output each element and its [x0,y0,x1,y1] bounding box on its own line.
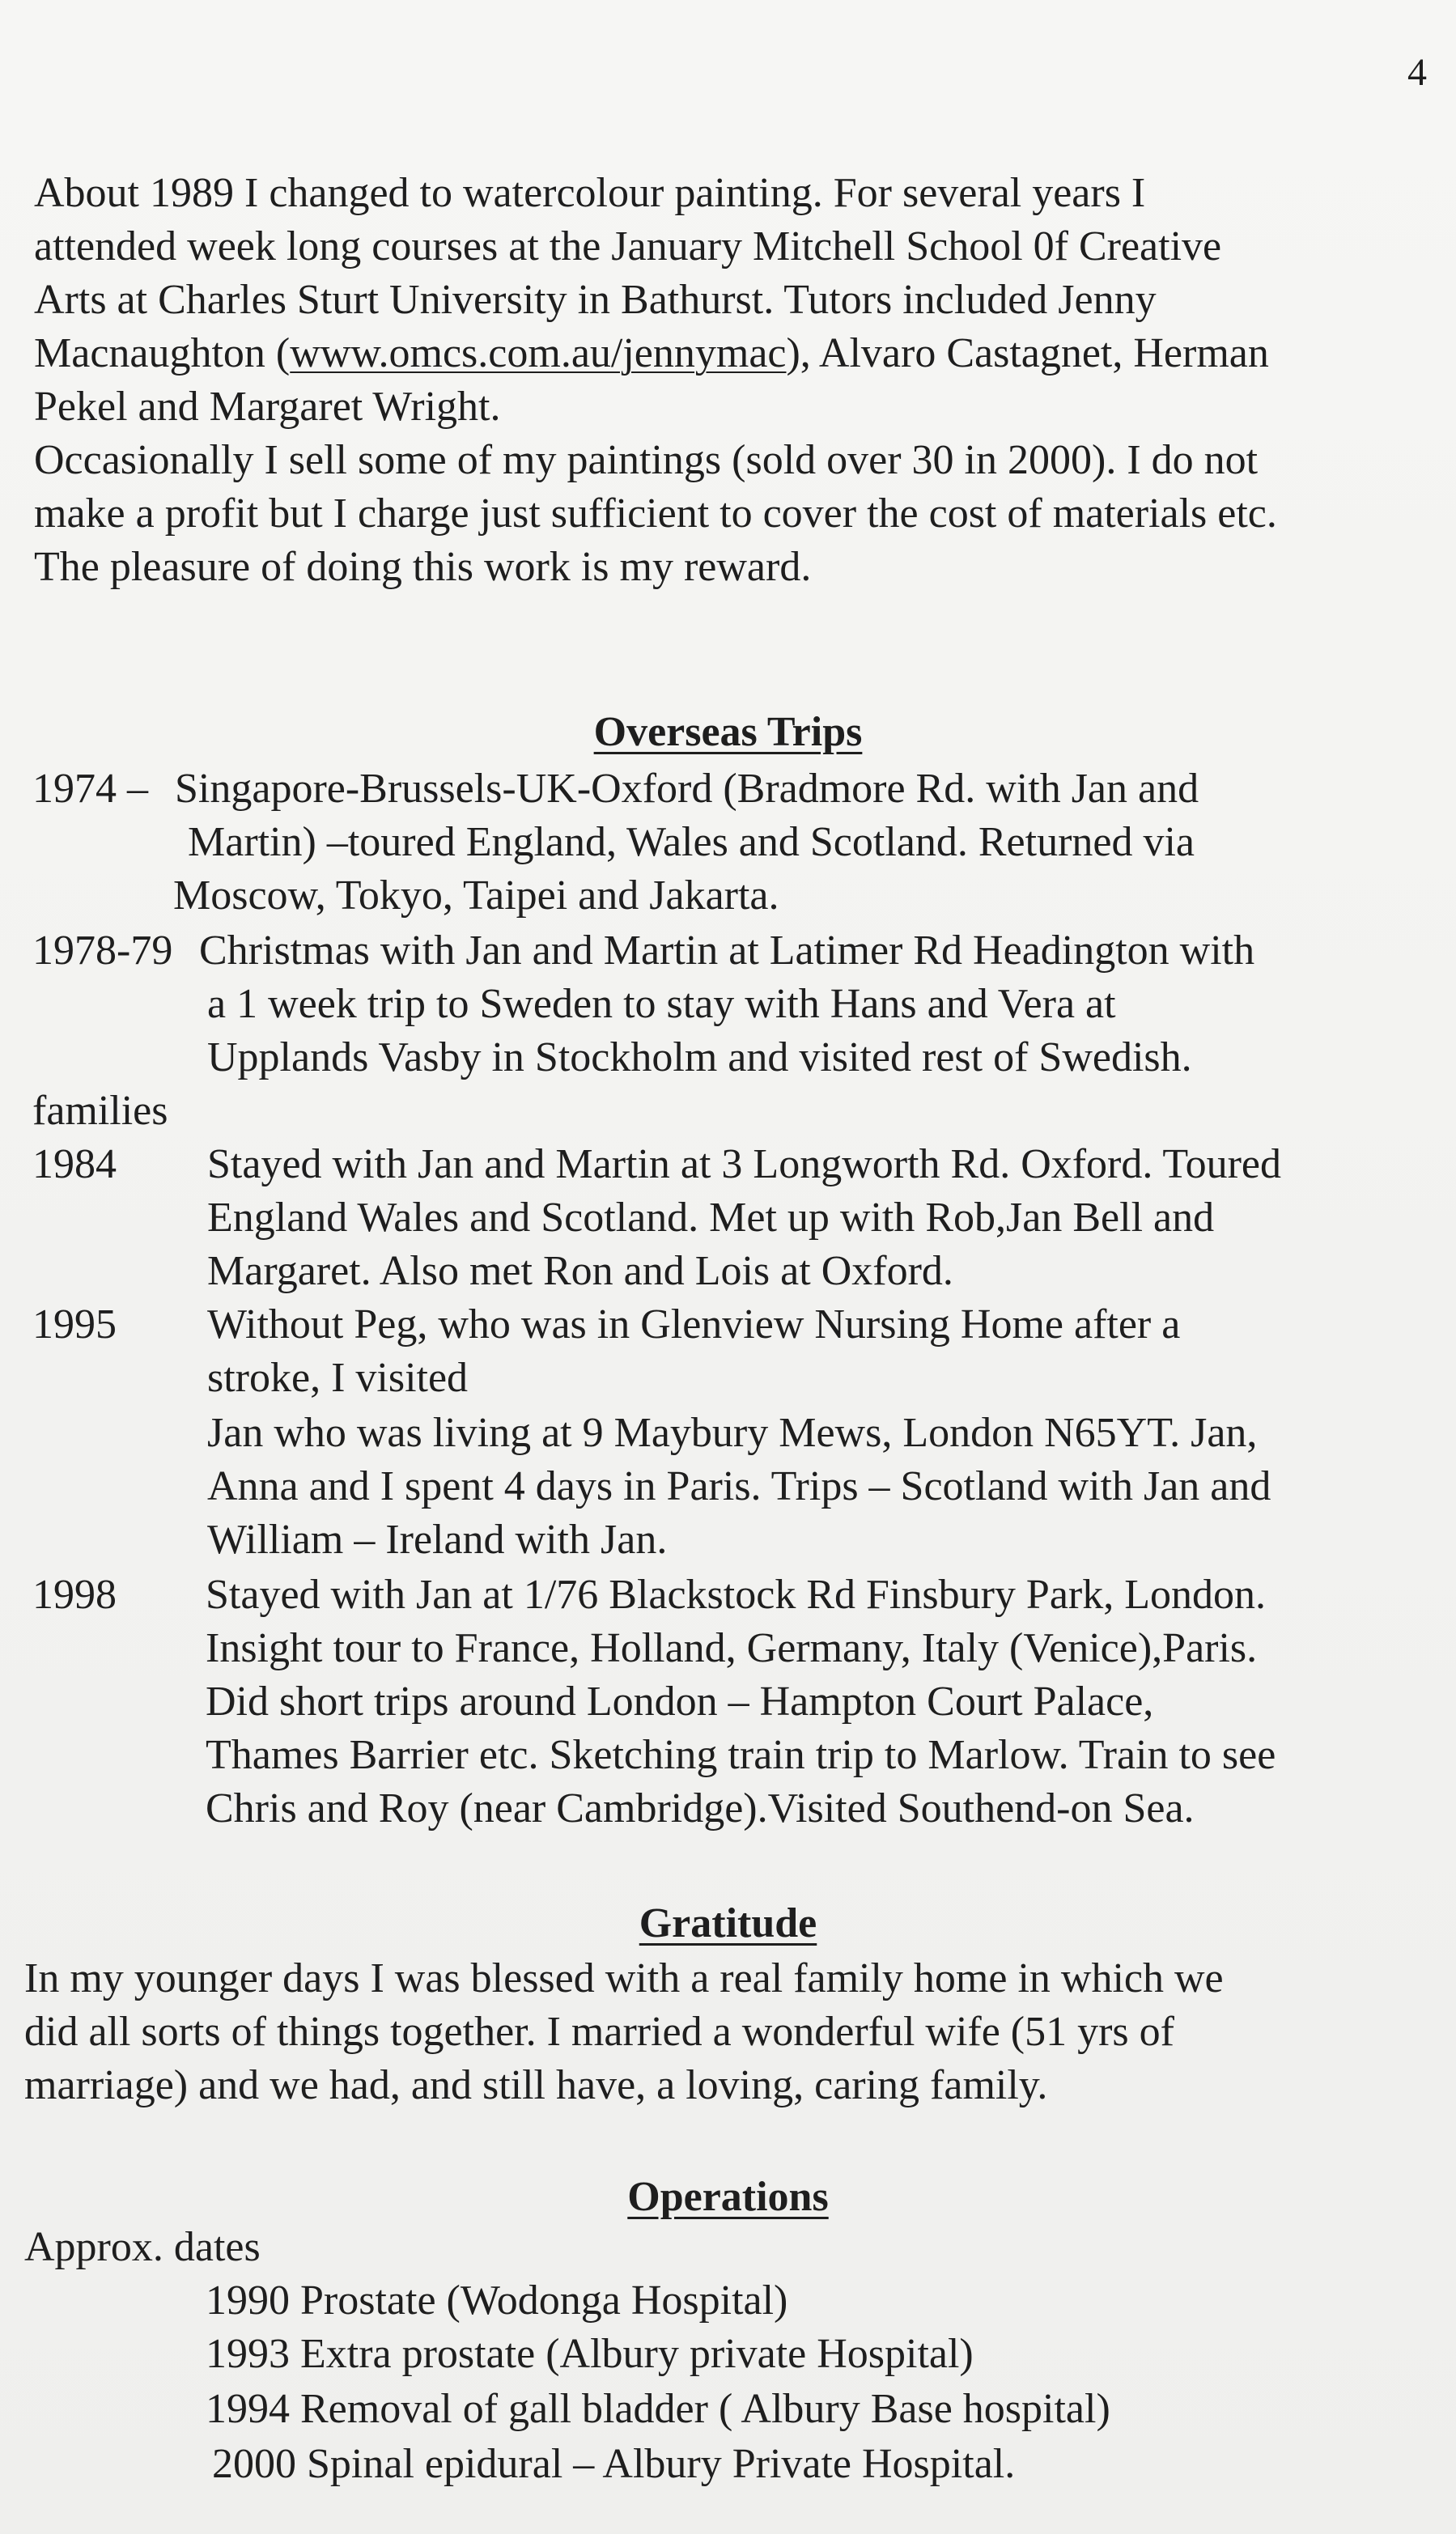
intro-line-3: Arts at Charles Sturt University in Bathurst. Tutors included Jenny [34,277,1157,323]
trip-1978-line-3: Upplands Vasby in Stockholm and visited rest of Swedish. [207,1034,1192,1080]
gratitude-line-2: did all sorts of things together. I married a wonderful wife (51 yrs of [24,2009,1174,2055]
trip-1998-line-1: Stayed with Jan at 1/76 Blackstock Rd Finsbury Park, London. [206,1572,1267,1618]
operations-intro: Approx. dates [24,2224,261,2270]
gratitude-line-3: marriage) and we had, and still have, a loving, caring family. [24,2062,1048,2108]
trip-1998-line-2: Insight tour to France, Holland, Germany, Italy (Venice),Paris. [206,1625,1258,1671]
trip-1984-line-3: Margaret. Also met Ron and Lois at Oxford. [207,1248,953,1294]
trip-1974-year: 1974 – [32,766,148,812]
operation-item: 1990 Prostate (Wodonga Hospital) [206,2277,788,2324]
intro-line-4-start: Macnaughton ( [34,330,291,376]
operation-item: 2000 Spinal epidural – Albury Private Hospital. [212,2441,1016,2487]
trip-1998-year: 1998 [32,1572,117,1618]
trip-1984-line-2: England Wales and Scotland. Met up with Rob,Jan Bell and [207,1195,1215,1241]
trip-1998-line-4: Thames Barrier etc. Sketching train trip to Marlow. Train to see [206,1732,1276,1778]
intro-line-4-end: ), Alvaro Castagnet, Herman [786,330,1269,376]
intro-line-7: make a profit but I charge just sufficient to cover the cost of materials etc. [34,490,1277,537]
intro-line-4 [34,327,1269,380]
website-link[interactable]: www.omcs.com.au/jennymac [290,330,787,376]
intro-line-2: attended week long courses at the January Mitchell School 0f Creative [34,223,1222,270]
overseas-trips-heading: Overseas Trips [593,709,863,755]
trip-1984-year: 1984 [32,1141,117,1187]
trip-1978-year: 1978-79 [32,927,173,974]
trip-1978-line-2: a 1 week trip to Sweden to stay with Hans and Vera at [207,981,1116,1027]
trip-1978-line-4: families [32,1088,168,1134]
trip-1974-line-1: Singapore-Brussels-UK-Oxford (Bradmore Rd. with Jan and [175,766,1199,812]
operation-item: 1994 Removal of gall bladder ( Albury Base hospital) [206,2386,1110,2432]
operations-heading: Operations [627,2174,829,2220]
trip-1995-line-2: stroke, I visited [207,1355,469,1401]
intro-line-8: The pleasure of doing this work is my reward. [34,544,812,590]
trip-1995-line-1: Without Peg, who was in Glenview Nursing Home after a [207,1301,1181,1348]
gratitude-line-1: In my younger days I was blessed with a real family home in which we [24,1955,1224,2001]
trip-1978-line-1: Christmas with Jan and Martin at Latimer Rd Headington with [199,927,1255,974]
page-number: 4 [1407,51,1427,94]
trip-1984-line-1: Stayed with Jan and Martin at 3 Longworth Rd. Oxford. Toured [207,1141,1281,1187]
operation-item: 1993 Extra prostate (Albury private Hospital) [206,2331,974,2377]
trip-1998-line-5: Chris and Roy (near Cambridge).Visited Southend-on Sea. [206,1785,1195,1832]
trip-1995-line-4: Anna and I spent 4 days in Paris. Trips – Scotland with Jan and [207,1463,1271,1509]
trip-1974-line-2: Martin) –toured England, Wales and Scotland. Returned via [188,819,1195,865]
trip-1998-line-3: Did short trips around London – Hampton Court Palace, [206,1679,1154,1725]
trip-1995-year: 1995 [32,1301,117,1348]
intro-line-5: Pekel and Margaret Wright. [34,384,501,430]
trip-1995-line-5: William – Ireland with Jan. [207,1517,668,1563]
gratitude-heading: Gratitude [639,1900,817,1946]
intro-line-6: Occasionally I sell some of my paintings (sold over 30 in 2000). I do not [34,437,1259,483]
trip-1974-line-3: Moscow, Tokyo, Taipei and Jakarta. [173,872,779,919]
trip-1995-line-3: Jan who was living at 9 Maybury Mews, London N65YT. Jan, [207,1410,1258,1456]
intro-line-1: About 1989 I changed to watercolour painting. For several years I [34,170,1146,216]
